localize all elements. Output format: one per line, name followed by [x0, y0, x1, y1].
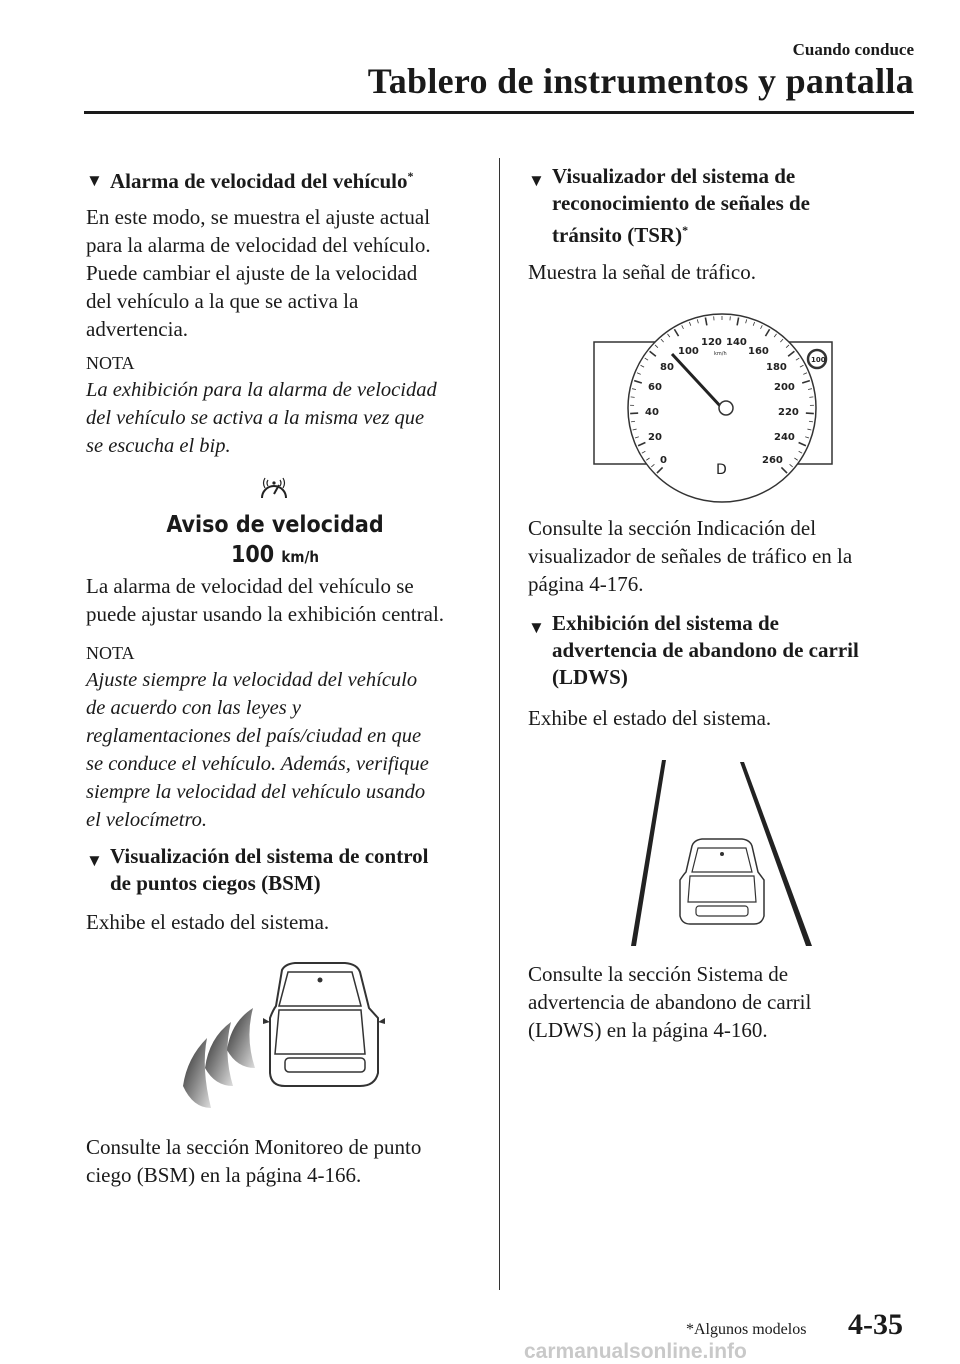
footnote: *Algunos modelos [686, 1321, 806, 1339]
chapter-title: Tablero de instrumentos y pantalla [368, 60, 914, 102]
watermark: carmanualsonline.info [524, 1340, 747, 1364]
page-number: 4-35 [848, 1308, 903, 1342]
s3-body: Muestra la señal de tráfico. [528, 258, 913, 286]
triangle-bullet-icon: ▼ [86, 167, 103, 194]
s4-heading: ▼ Exhibición del sistema de advertencia de abandono de carril (LDWS) [528, 610, 913, 691]
triangle-bullet-icon: ▼ [86, 847, 103, 874]
s2-body: Exhibe el estado del sistema. [86, 908, 471, 936]
lcd-alarm-title: Aviso de velocidad [150, 512, 400, 538]
gauge-label-60: 60 [648, 382, 662, 393]
s4-heading-block [528, 610, 913, 691]
nota1-label: NOTA [86, 350, 471, 376]
s1-body: En este modo, se muestra el ajuste actual para la alarma de velocidad del vehículo. Puede cambiar el ajuste de la velocidad del vehículo a la que se activa la advertencia. [86, 203, 471, 343]
ldws-lane-illustration [628, 760, 818, 950]
speedometer-alarm-icon [258, 474, 290, 502]
gauge-label-100: 100 [678, 346, 699, 357]
lcd-alarm-value: 100 km/h [200, 542, 350, 568]
gauge-label-120: 120 [701, 337, 722, 348]
gauge-label-160: 160 [748, 346, 769, 357]
gauge-label-20: 20 [648, 432, 662, 443]
section-label: Cuando conduce [793, 40, 914, 60]
nota1: NOTA La exhibición para la alarma de velocidad del vehículo se activa a la misma vez que se escucha el bip. [86, 350, 471, 460]
sign-value: 100 [811, 356, 826, 364]
triangle-bullet-icon: ▼ [528, 614, 545, 641]
gauge-label-200: 200 [774, 382, 795, 393]
nota2-label: NOTA [86, 640, 471, 666]
triangle-bullet-icon: ▼ [528, 167, 545, 194]
column-divider [499, 158, 500, 1290]
s1-heading-block [86, 163, 471, 195]
s3-heading-block [528, 163, 913, 249]
s4-ref: Consulte la sección Sistema de advertencia de abandono de carril (LDWS) en la página 4-160. [528, 960, 913, 1044]
bsm-car-illustration [175, 958, 395, 1128]
gauge-label-0: 0 [660, 455, 667, 466]
s4-body: Exhibe el estado del sistema. [528, 704, 913, 732]
nota2: NOTA Ajuste siempre la velocidad del vehículo de acuerdo con las leyes y reglamentaciones del país/ciudad en que se conduce el vehículo. Además, verifique siempre la velocidad del vehículo usando el velocímetro. [86, 640, 471, 834]
gauge-label-140: 140 [726, 337, 747, 348]
s2-ref: Consulte la sección Monitoreo de punto ciego (BSM) en la página 4-166. [86, 1133, 471, 1189]
tsr-speedometer-illustration [590, 312, 836, 518]
gauge-label-240: 240 [774, 432, 795, 443]
s1-body2: La alarma de velocidad del vehículo se puede ajustar usando la exhibición central. [86, 572, 471, 628]
s2-heading: ▼ Visualización del sistema de control de puntos ciegos (BSM) [86, 843, 471, 897]
gauge-label-220: 220 [778, 407, 799, 418]
gauge-label-180: 180 [766, 362, 787, 373]
header-rule [84, 111, 914, 114]
gauge-gear: D [716, 462, 727, 478]
gauge-label-260: 260 [762, 455, 783, 466]
gauge-label-80: 80 [660, 362, 674, 373]
s3-ref: Consulte la sección Indicación del visualizador de señales de tráfico en la página 4-176. [528, 514, 913, 598]
gauge-unit: km/h [714, 351, 727, 357]
s3-heading: ▼ Visualizador del sistema de reconocimiento de señales de tránsito (TSR)* [528, 163, 913, 249]
s2-heading-block [86, 843, 471, 897]
gauge-label-40: 40 [645, 407, 659, 418]
s1-heading: ▼ Alarma de velocidad del vehículo* [86, 163, 471, 195]
